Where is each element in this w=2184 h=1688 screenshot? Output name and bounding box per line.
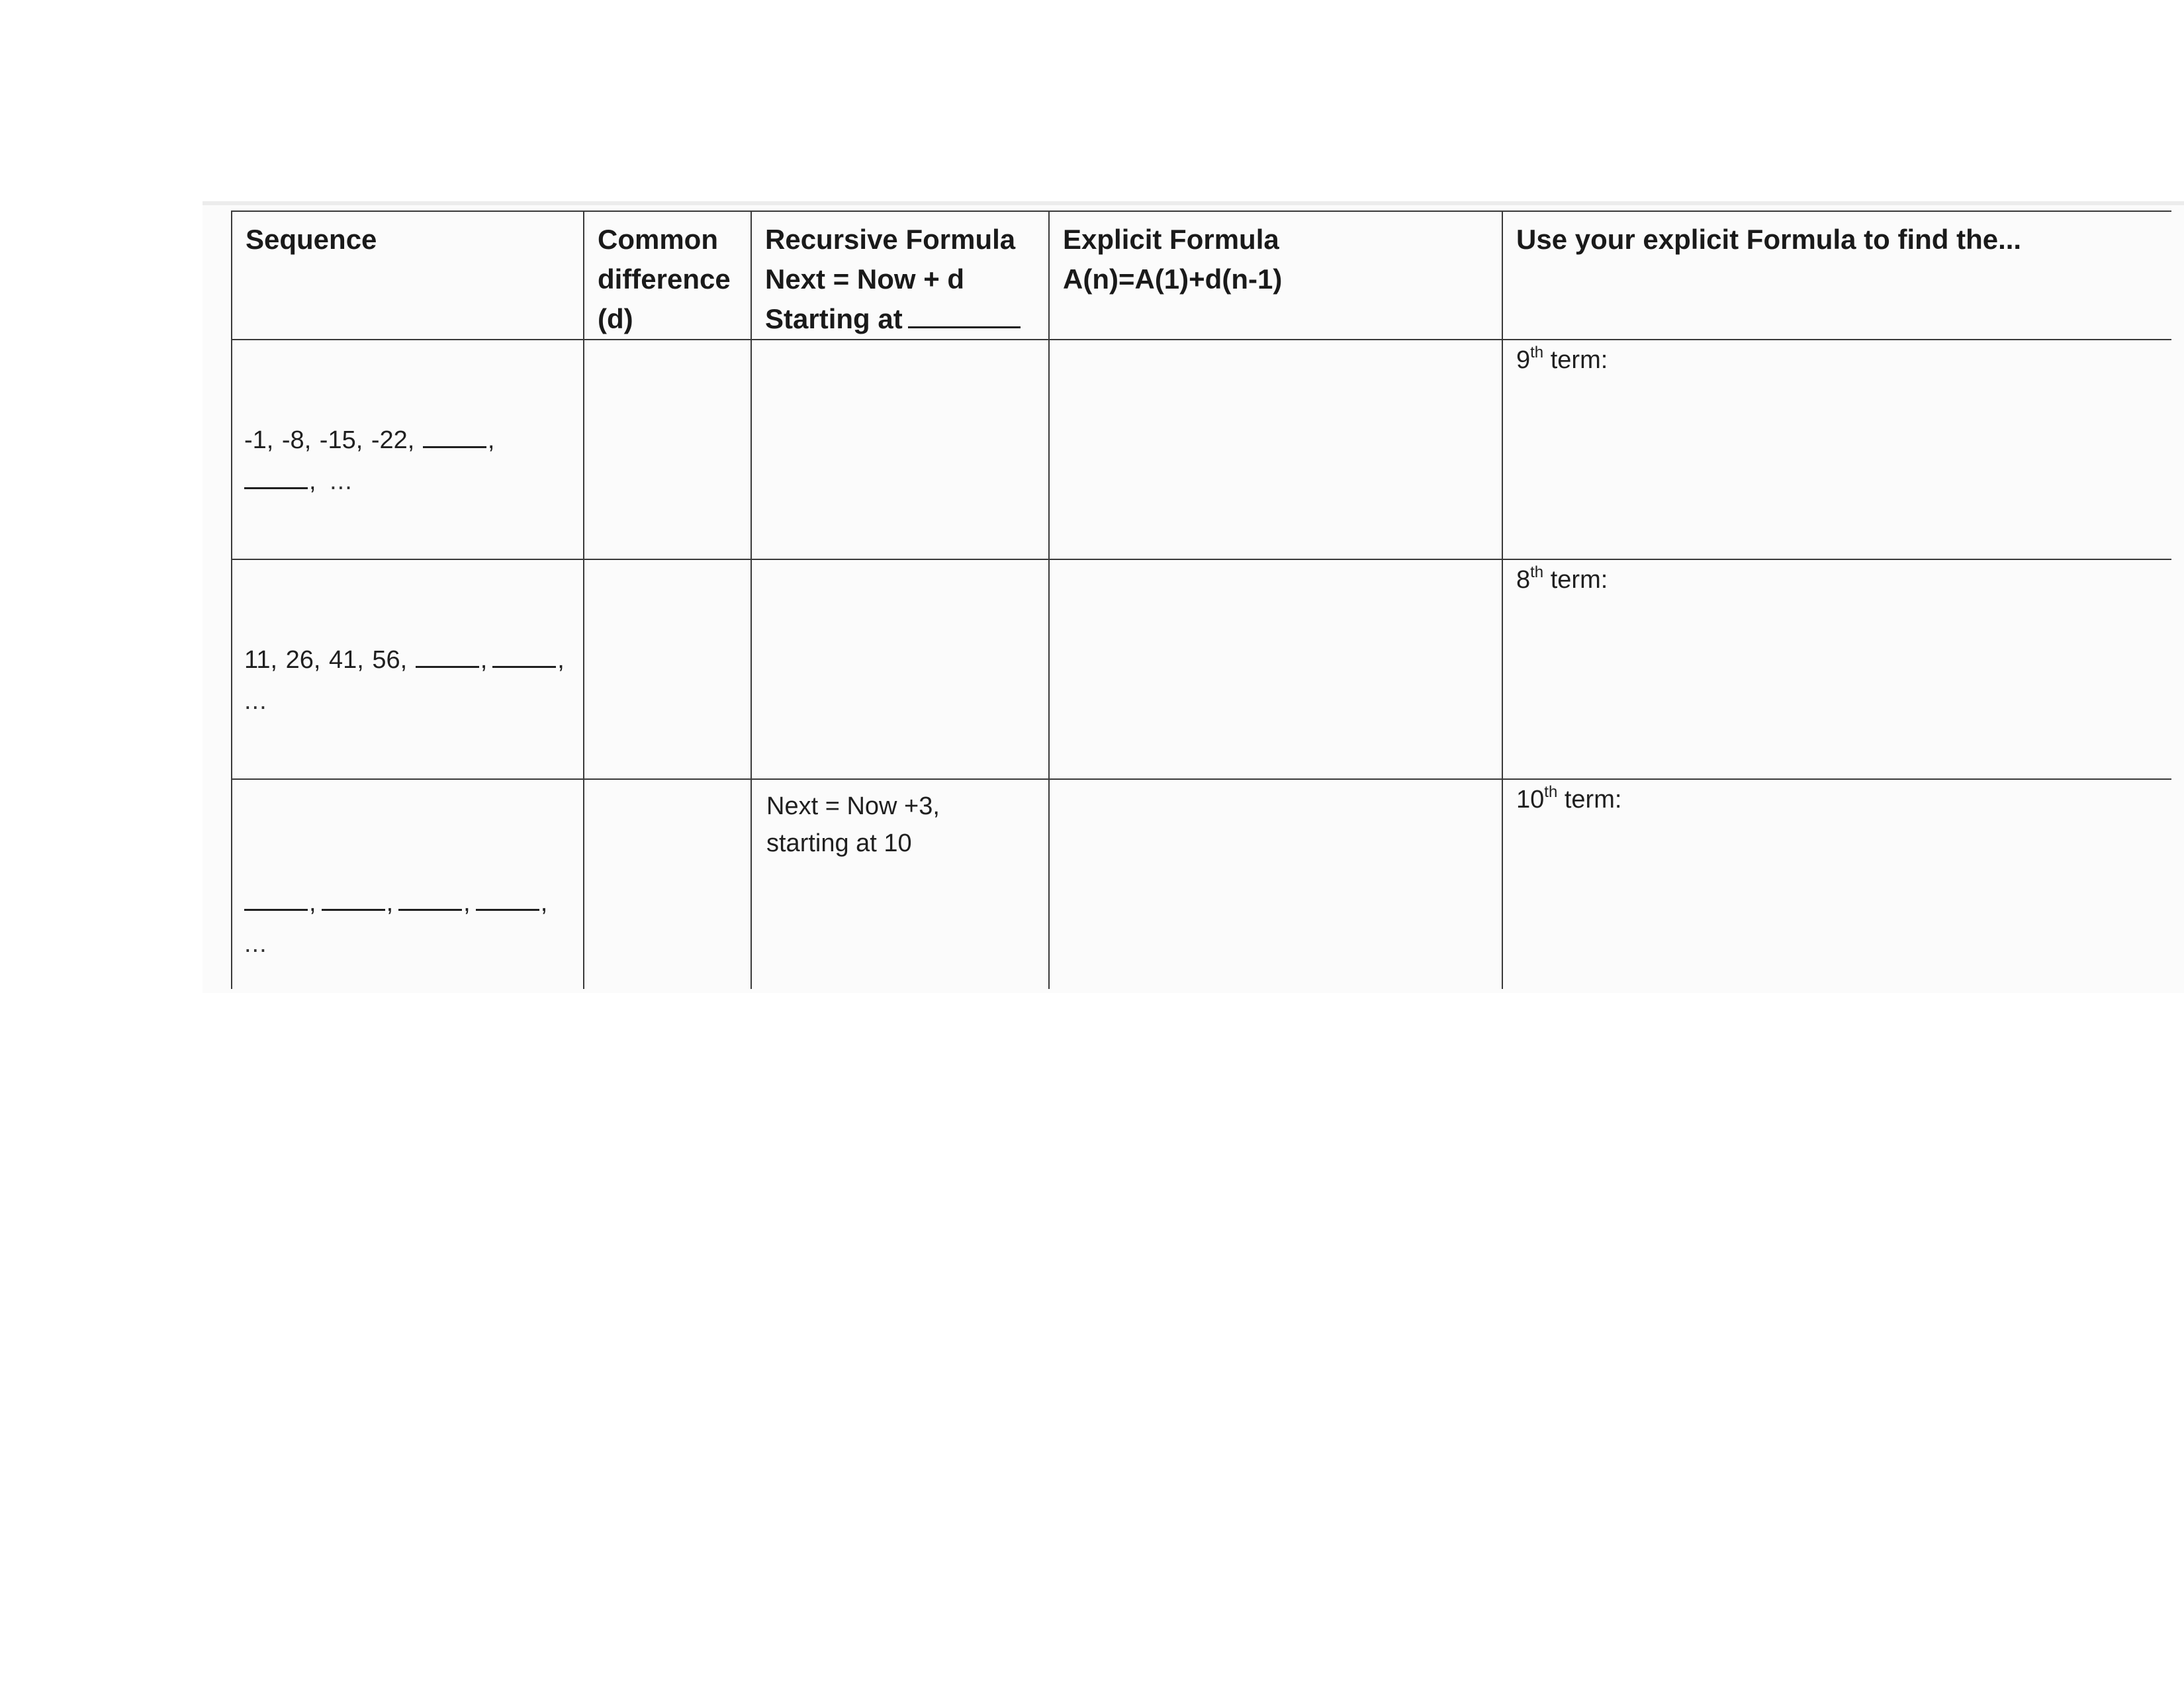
sequence-cell: , , , , ... [232,779,584,989]
sequence-cell: 11, 26, 41, 56, , , ... [232,559,584,779]
header-use-explicit [1502,211,2171,340]
sequence-terms: 11, 26, 41, 56, [244,646,408,674]
table-row [232,559,2171,779]
header-common-difference-line-1: Common [598,224,718,255]
recursive-note [752,780,1048,862]
header-recursive-formula [751,211,1049,340]
recursive-note-line-2: starting at 10 [766,829,912,857]
sequence-ellipsis: ... [244,930,267,958]
common-difference-cell[interactable] [584,559,751,779]
term-answer-cell[interactable] [1502,559,2171,779]
table-row [232,779,2171,989]
starting-value-blank[interactable] [908,301,1021,328]
explicit-formula-cell[interactable] [1049,340,1502,559]
sequence-ellipsis: ... [244,687,267,715]
term-blank[interactable] [416,646,479,668]
explicit-formula-cell[interactable] [1049,559,1502,779]
common-difference-cell[interactable] [584,779,751,989]
header-common-difference-line-3: (d) [598,303,633,334]
header-use-explicit-label: Use your explicit Formula to find the... [1516,224,2022,255]
header-recursive-line-3 [765,299,1035,339]
term-label: 8th term: [1516,563,1608,594]
header-recursive-starting-label: Starting at [765,303,903,334]
header-common-difference [584,211,751,340]
term-blank[interactable] [492,646,556,668]
header-explicit-line-1: Explicit Formula [1063,224,1279,255]
term-answer-cell[interactable] [1502,779,2171,989]
header-sequence [232,211,584,340]
recursive-note-line-1: Next = Now +3, [766,792,940,820]
recursive-formula-cell[interactable] [751,779,1049,989]
sequence-ellipsis: ... [330,467,353,495]
common-difference-cell[interactable] [584,340,751,559]
header-explicit-line-2: A(n)=A(1)+d(n-1) [1063,263,1283,295]
header-sequence-label: Sequence [246,224,377,255]
header-row [232,211,2171,340]
header-recursive-line-1: Recursive Formula [765,224,1016,255]
table-row [232,340,2171,559]
term-blank[interactable] [423,426,486,448]
term-blank[interactable] [476,889,539,911]
sequence-table [231,211,2171,989]
term-blank[interactable] [244,467,308,489]
sequence-cell: -1, -8, -15, -22, , , ... [232,340,584,559]
term-label: 9th term: [1516,344,1608,374]
term-blank[interactable] [244,889,308,911]
term-blank[interactable] [322,889,385,911]
recursive-formula-cell[interactable] [751,340,1049,559]
term-answer-cell[interactable] [1502,340,2171,559]
header-common-difference-line-2: difference [598,263,731,295]
header-recursive-line-2: Next = Now + d [765,263,965,295]
arithmetic-sequence-worksheet [231,211,2171,989]
term-blank[interactable] [398,889,462,911]
term-label: 10th term: [1516,783,1622,814]
explicit-formula-cell[interactable] [1049,779,1502,989]
recursive-formula-cell[interactable] [751,559,1049,779]
sequence-terms: -1, -8, -15, -22, [244,426,415,454]
header-explicit-formula [1049,211,1502,340]
